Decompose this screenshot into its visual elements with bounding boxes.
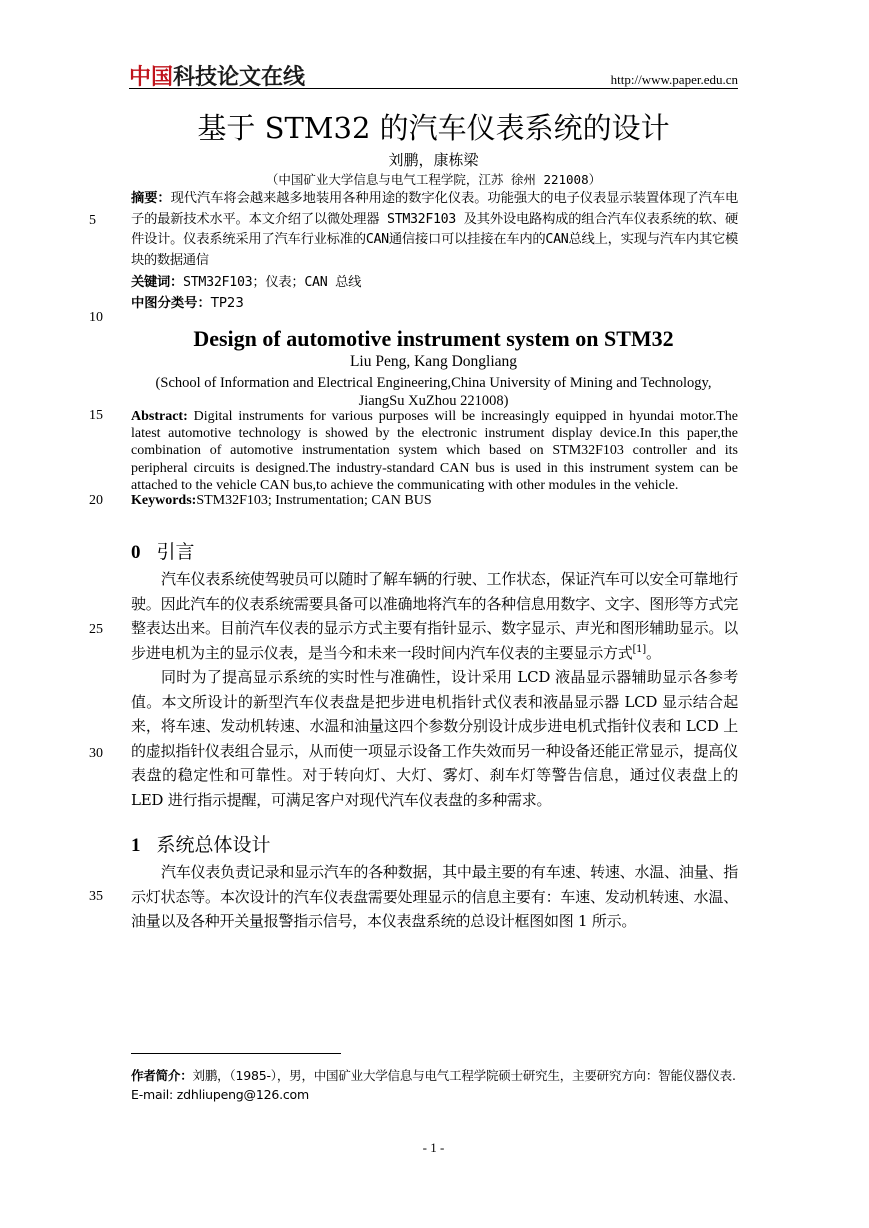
- footnote-rule: [131, 1053, 341, 1054]
- paragraph: 汽车仪表负责记录和显示汽车的各种数据，其中最主要的有车速、转速、水温、油量、指示灯状态等。本次设计的汽车仪表盘需要处理显示的信息主要有：车速、发动机转速、水温、油量以及各种开关量报警指示信号，本仪表盘系统的总设计框图如图 1 所示。: [131, 863, 738, 930]
- section-heading-system-design: [131, 830, 738, 857]
- chinese-authors: 刘鹏，康栋梁: [388, 151, 479, 169]
- paragraph: 汽车仪表系统使驾驶员可以随时了解车辆的行驶、工作状态，保证汽车可以安全可靠地行驶。因此汽车的仪表系统需要具备可以准确地将汽车的各种信息用数字、文字、图形等方式完整表达出来。目前汽车仪表的显示方式主要有指针显示、数字显示、声光和图形辅助显示。以步进电机为主的显示仪表，是当今和未来一段时间内汽车仪表的主要显示方式[1]。: [131, 570, 738, 662]
- english-keywords: [131, 493, 738, 509]
- chinese-keywords-label: 关键词：: [131, 275, 183, 290]
- line-number: 10: [89, 310, 103, 325]
- page-number: - 1 -: [422, 1140, 445, 1155]
- english-abstract-label: Abstract:: [131, 409, 188, 424]
- paragraph: 同时为了提高显示系统的实时性与准确性，设计采用 LCD 液晶显示器辅助显示各参考值。本文所设计的新型汽车仪表盘是把步进电机指针式仪表和液晶显示器 LCD 显示结合起来，将车速、发动机转速、水温和油量这四个参数分别设计成步进电机式指针仪表和 LCD 上的虚拟指针仪表组合显示，从而使一项显示设备工作失效而另一种设备还能正常显示，提高仪表盘的稳定性和可靠性。对于转向灯、大灯、雾灯、刹车灯等警告信息，通过仪表盘上的 LED 进行指示提醒，可满足客户对现代汽车仪表盘的多种需求。: [131, 668, 738, 809]
- chinese-abstract-label: 摘要：: [131, 191, 171, 206]
- section-number: 1: [131, 835, 141, 856]
- line-number: 5: [89, 213, 96, 228]
- chinese-classification: [131, 292, 738, 311]
- english-affiliation-line-1: (School of Information and Electrical Engineering,China University of Mining and Technology,: [155, 375, 712, 391]
- english-authors: Liu Peng, Kang Dongliang: [349, 353, 518, 370]
- english-keywords-label: Keywords:: [131, 493, 197, 508]
- chinese-keywords: [131, 271, 738, 290]
- line-number: 20: [89, 493, 103, 508]
- introduction-body: [131, 567, 738, 812]
- footnote-label: 作者简介：: [131, 1068, 193, 1083]
- chinese-abstract-text: 现代汽车将会越来越多地装用各种用途的数字化仪表。功能强大的电子仪表显示装置体现了汽车电子的最新技术水平。本文介绍了以微处理器 STM32F103 及其外设电路构成的组合汽车仪表系统的软、硬件设计。仪表系统采用了汽车行业标准的CAN通信接口可以挂接在车内的CAN总线上，实现与汽车内其它模块的数据通信: [131, 191, 738, 268]
- citation[interactable]: [1]: [632, 643, 646, 655]
- chinese-affiliation: （中国矿业大学信息与电气工程学院，江苏 徐州 221008）: [265, 172, 602, 187]
- author-footnote: [131, 1066, 738, 1104]
- english-abstract-text: Digital instruments for various purposes will be increasingly equipped in hyundai motor.The latest automotive technology is showed by the electronic instrument display device.In this paper,the combination of automotive instrumentation system which based on STM32F103 controller and its peripheral circuits is designed.The industry-standard CAN bus is used in this instrument system can be attached to the vehicle CAN bus,to achieve the communicating with other modules in the vehicle.: [131, 409, 738, 493]
- chinese-keywords-text: STM32F103；仪表；CAN 总线: [183, 275, 362, 290]
- journal-logo: 中国科技论文在线: [129, 65, 306, 90]
- english-affiliation-line-2: JiangSu XuZhou 221008): [358, 393, 509, 409]
- line-number: 30: [89, 746, 103, 761]
- header-url[interactable]: http://www.paper.edu.cn: [610, 72, 738, 87]
- section-title: 引言: [156, 541, 195, 563]
- english-affiliation: [129, 374, 738, 410]
- footnote-text: 刘鹏，（1985-），男，中国矿业大学信息与电气工程学院硕士研究生，主要研究方向：智能仪器仪表. E-mail: zdhliupeng@126.com: [131, 1068, 736, 1102]
- english-title: Design of automotive instrument system on STM32: [193, 326, 674, 351]
- section-title: 系统总体设计: [156, 834, 271, 856]
- line-number: 25: [89, 622, 103, 637]
- english-abstract: [131, 408, 738, 494]
- classification-code: TP23: [210, 296, 244, 311]
- classification-label: 中图分类号：: [131, 296, 211, 311]
- english-keywords-text: STM32F103; Instrumentation; CAN BUS: [196, 493, 432, 508]
- line-number: 15: [89, 408, 103, 423]
- chinese-abstract: [131, 189, 738, 271]
- section-heading-introduction: [131, 537, 738, 564]
- system-design-body: [131, 860, 738, 934]
- header-rule: [129, 88, 738, 89]
- line-number: 35: [89, 889, 103, 904]
- chinese-title: 基于 STM32 的汽车仪表系统的设计: [197, 111, 670, 145]
- section-number: 0: [131, 542, 141, 563]
